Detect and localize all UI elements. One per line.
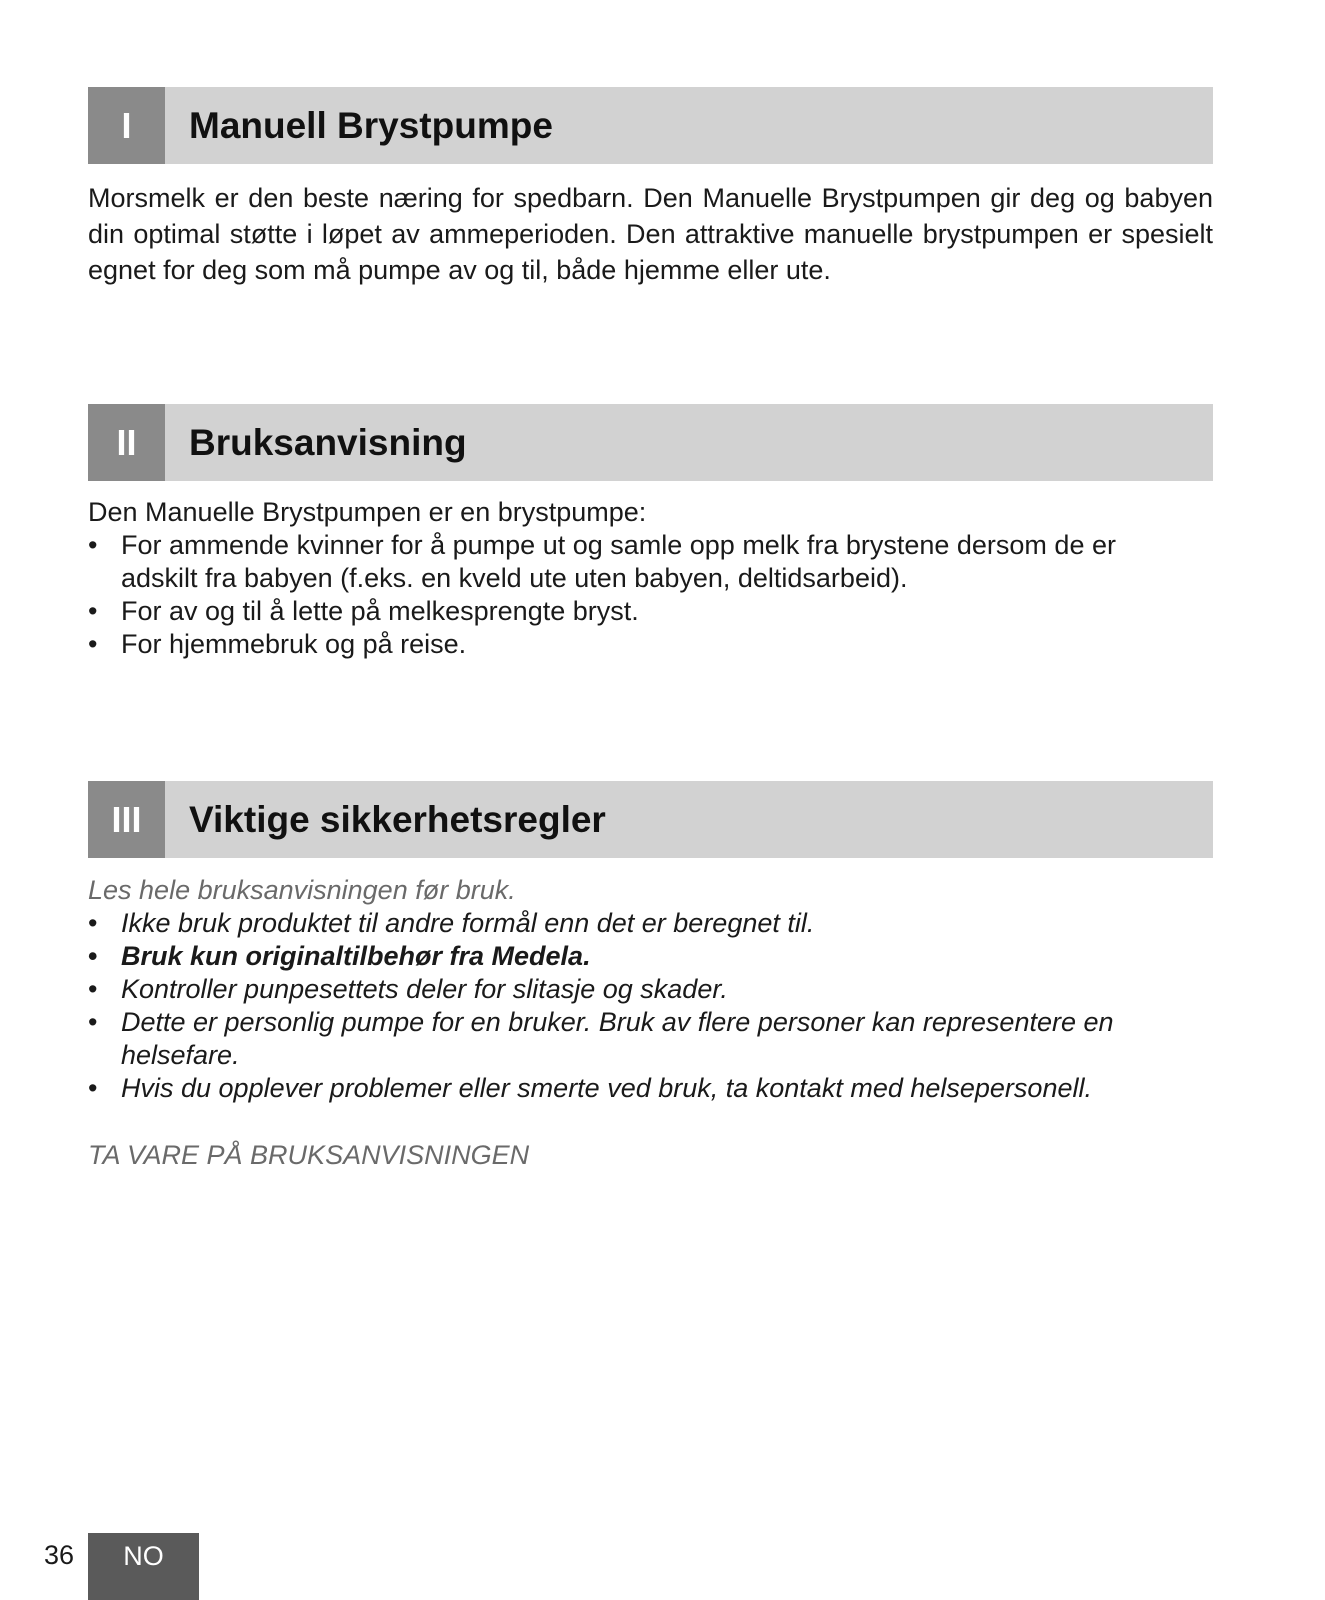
bullet-icon: • — [88, 908, 98, 938]
section-number: II — [88, 404, 165, 481]
bullet-icon: • — [88, 1007, 98, 1037]
list-item-text: Kontroller punpesettets deler for slitasje og skader. — [121, 974, 728, 1004]
section-header-3 — [88, 781, 1213, 858]
bullet-icon: • — [88, 1073, 98, 1103]
closing-note: TA VARE PÅ BRUKSANVISNINGEN — [88, 1140, 530, 1170]
list-item — [88, 907, 1178, 940]
section-header-2 — [88, 404, 1213, 481]
section-number: I — [88, 87, 165, 164]
list-item — [88, 940, 1178, 973]
list-item — [88, 628, 1178, 661]
list-item-text: Bruk kun originaltilbehør fra Medela. — [121, 941, 591, 971]
list-item-text: Dette er personlig pumpe for en bruker. Bruk av flere personer kan representere en helsefare. — [121, 1007, 1114, 1070]
bullet-icon: • — [88, 596, 98, 626]
section-header-1 — [88, 87, 1213, 164]
section-3-bullet-list — [88, 907, 1178, 1105]
section-3-intro: Les hele bruksanvisningen før bruk. — [88, 875, 516, 905]
list-item-text: For ammende kvinner for å pumpe ut og samle opp melk fra brystene dersom de er adskilt fra babyen (f.eks. en kveld ute uten babyen, deltidsarbeid). — [121, 530, 1116, 593]
section-title: Viktige sikkerhetsregler — [189, 798, 606, 840]
bullet-icon: • — [88, 941, 98, 971]
list-item — [88, 973, 1178, 1006]
bullet-icon: • — [88, 974, 98, 1004]
list-item-text: Ikke bruk produktet til andre formål enn det er beregnet til. — [121, 908, 815, 938]
section-title: Manuell Brystpumpe — [189, 104, 553, 146]
list-item-text: For hjemmebruk og på reise. — [121, 629, 467, 659]
section-title: Bruksanvisning — [189, 421, 467, 463]
page-number: 36 — [44, 1540, 75, 1570]
language-tab: NO — [88, 1533, 199, 1600]
list-item — [88, 529, 1178, 595]
section-2-bullet-list — [88, 529, 1178, 661]
list-item — [88, 595, 1178, 628]
section-2-intro: Den Manuelle Brystpumpen er en brystpumpe: — [88, 497, 647, 527]
bullet-icon: • — [88, 530, 98, 560]
bullet-icon: • — [88, 629, 98, 659]
list-item — [88, 1072, 1178, 1105]
list-item-text: For av og til å lette på melkesprengte bryst. — [121, 596, 639, 626]
section-number: III — [88, 781, 165, 858]
list-item-text: Hvis du opplever problemer eller smerte ved bruk, ta kontakt med helsepersonell. — [121, 1073, 1092, 1103]
list-item — [88, 1006, 1178, 1072]
section-1-body: Morsmelk er den beste næring for spedbarn. Den Manuelle Brystpumpen gir deg og babyen din optimal støtte i løpet av ammeperioden. Den attraktive manuelle brystpumpen er spesielt egnet for deg som må pumpe av og til, både hjemme eller ute. — [88, 183, 1213, 285]
